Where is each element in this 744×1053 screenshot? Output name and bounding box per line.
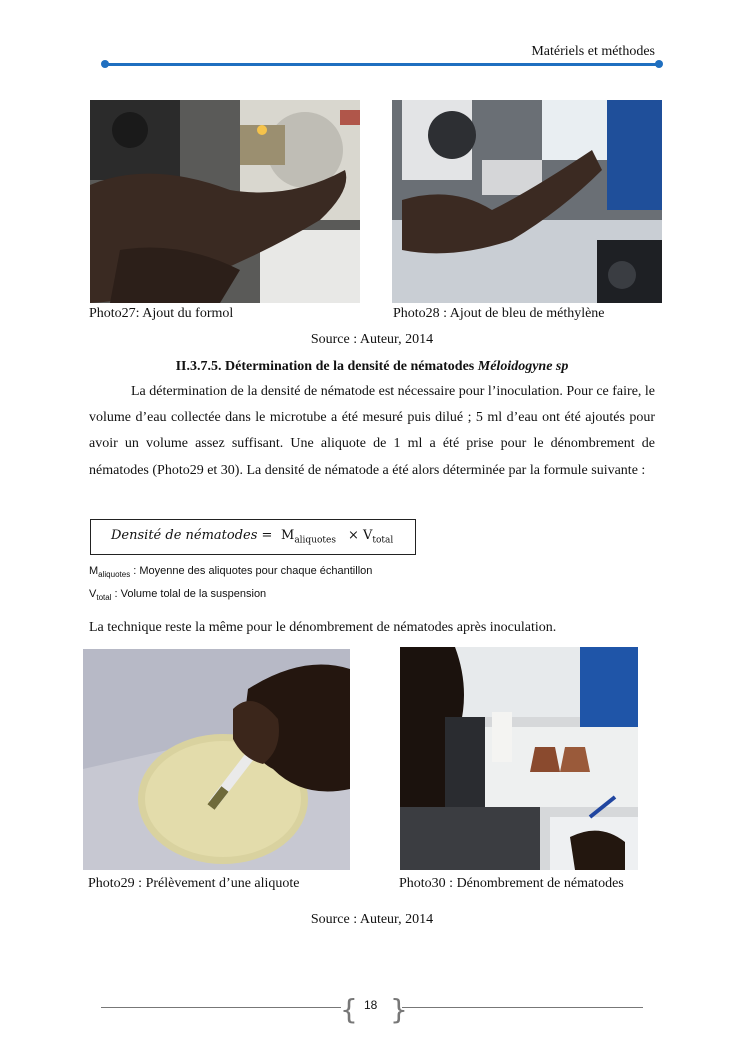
photo-28-bleu-methylene xyxy=(392,100,662,303)
caption-photo-27: Photo27: Ajout du formol xyxy=(89,306,234,321)
formula-box xyxy=(90,519,416,555)
legend-v-total xyxy=(89,588,266,602)
legend-v-sub: total xyxy=(96,593,112,603)
formula-times: × xyxy=(348,528,359,543)
running-header: Matériels et méthodes xyxy=(531,44,655,59)
section-title: II.3.7.5. Détermination de la densité de nématodes xyxy=(175,359,475,374)
legend-m-text: : Moyenne des aliquotes pour chaque échantillon xyxy=(130,565,373,577)
legend-v-text: : Volume tolal de la suspension xyxy=(111,588,267,600)
formula-lhs: Densité de nématodes = xyxy=(111,528,273,543)
page-number: 18 xyxy=(364,998,378,1012)
caption-photo-30: Photo30 : Dénombrement de nématodes xyxy=(399,876,624,891)
paragraph-text: La détermination de la densité de nématode est nécessaire pour l’inoculation. Pour ce faire, le volume d’eau collectée dans le microtube a été mesuré puis dilué ; 5 ml d’eau ont été ajoutés pour avoir un volume assez suffisant. Une aliquote de 1 ml a été prise pour le dénombrement de nématodes (Photo29 et 30). La densité de nématode a été alors déterminée par la formule suivante : xyxy=(89,384,656,478)
header-rule-dot-left xyxy=(101,60,109,68)
caption-photo-28: Photo28 : Ajout de bleu de méthylène xyxy=(393,306,605,321)
formula-m-aliquotes xyxy=(281,528,336,546)
formula-m-base: M xyxy=(281,528,295,543)
formula-v-total xyxy=(363,528,393,546)
body-paragraph xyxy=(89,379,655,484)
footer-bracket-left: { xyxy=(340,993,358,1026)
formula-v-sub: total xyxy=(372,535,394,546)
source-top: Source : Auteur, 2014 xyxy=(310,332,434,347)
header-rule-dot-right xyxy=(655,60,663,68)
legend-m-sub: aliquotes xyxy=(98,570,131,580)
caption-photo-29: Photo29 : Prélèvement d’une aliquote xyxy=(88,876,300,891)
footer-rule-left xyxy=(101,1007,341,1008)
footer-bracket-right: } xyxy=(390,993,408,1026)
section-species: Méloidogyne sp xyxy=(477,359,569,374)
technique-sentence: La technique reste la même pour le dénombrement de nématodes après inoculation. xyxy=(89,620,557,635)
formula-m-sub: aliquotes xyxy=(294,535,336,546)
legend-m-aliquotes xyxy=(89,565,372,579)
source-bottom: Source : Auteur, 2014 xyxy=(310,912,434,927)
section-heading xyxy=(0,359,744,375)
legend-m-base: M xyxy=(89,565,99,577)
photo-29-prelevement xyxy=(83,649,350,870)
photo-27-formol xyxy=(90,100,360,303)
formula-v-base: V xyxy=(363,528,373,543)
photo-30-denombrement xyxy=(400,647,638,870)
footer-rule-right xyxy=(402,1007,643,1008)
header-rule xyxy=(105,63,660,66)
legend-v-base: V xyxy=(89,588,97,600)
